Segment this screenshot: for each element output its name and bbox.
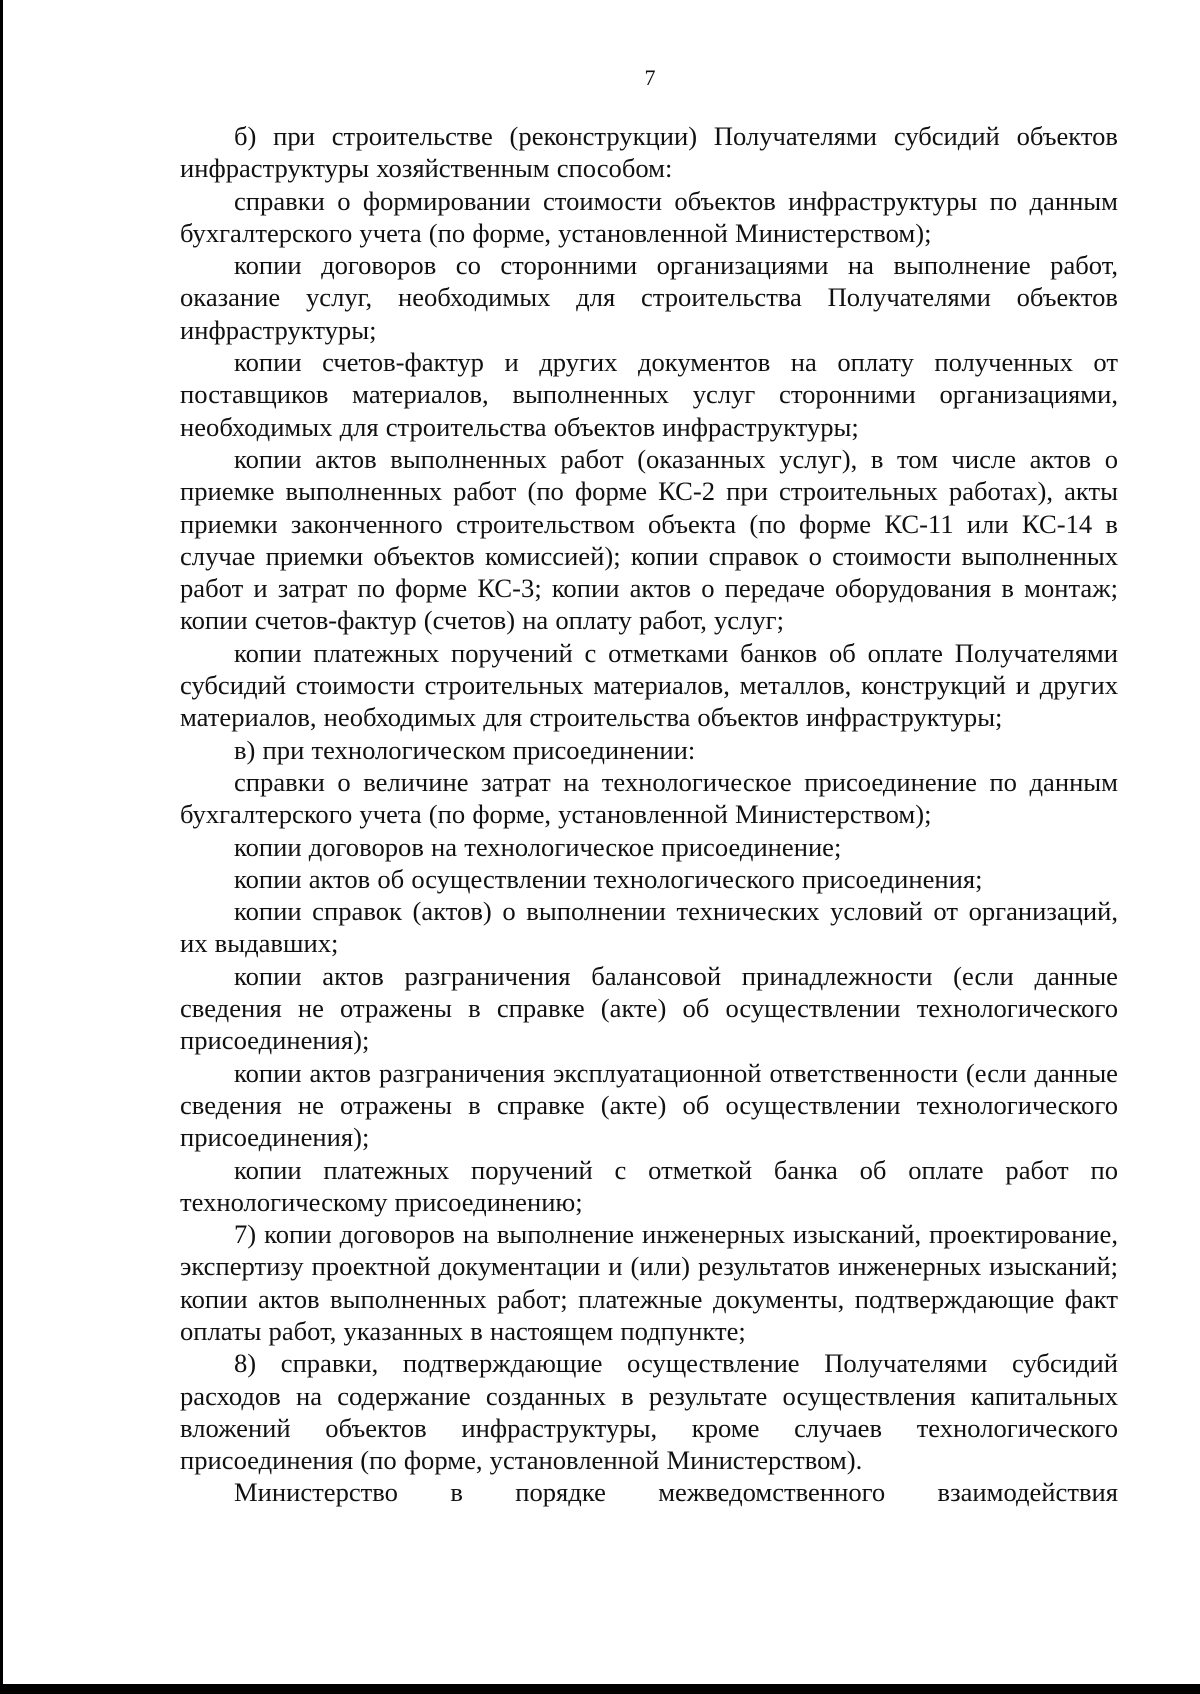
paragraph-payment-orders: копии платежных поручений с отметками банков об оплате Получателями субсидий стоимости строительных материалов, металлов, конструкций и других материалов, необходимых для строительства объектов инфраструктуры; <box>180 637 1118 733</box>
paragraph-8-maintenance: 8) справки, подтверждающие осуществление Получателями субсидий расходов на содержание созданных в результате осуществления капитальных вложений объектов инфраструктуры, кроме случаев технологического присоединения (по форме, установленной Министерством). <box>180 1348 1118 1476</box>
paragraph-responsibility-acts: копии актов разграничения эксплуатационной ответственности (если данные сведения не отражены в справке (акте) об осуществлении технологического присоединения); <box>180 1057 1118 1153</box>
paragraph-connection-acts: копии актов об осуществлении технологического присоединения; <box>234 863 983 894</box>
scan-left-edge <box>0 0 3 1694</box>
paragraph-technical-conditions: копии справок (актов) о выполнении технических условий от организаций, их выдавших; <box>180 896 1118 959</box>
paragraph-7-engineering: 7) копии договоров на выполнение инженерных изысканий, проектирование, экспертизу проектной документации и (или) результатов инженерных изысканий; копии актов выполненных работ; платежные документы, подтверждающие факт оплаты работ, указанных в настоящем подпункте; <box>180 1219 1118 1346</box>
page-number: 7 <box>644 65 656 90</box>
paragraph-connection-costs: справки о величине затрат на технологическое присоединение по данным бухгалтерского учета (по форме, установленной Министерством); <box>180 766 1118 830</box>
paragraph-balance-acts: копии актов разграничения балансовой принадлежности (если данные сведения не отражены в справке (акте) об осуществлении технологического присоединения); <box>180 960 1118 1056</box>
document-body <box>180 120 1118 1509</box>
paragraph-work-acts: копии актов выполненных работ (оказанных услуг), в том числе актов о приемке выполненных работ (по форме КС-2 при строительных работах), акты приемки законченного строительством объекта (по форме КС-11 или КС-14 в случае приемки объектов комиссией); копии справок о стоимости выполненных работ и затрат по форме КС-3; копии актов о передаче оборудования в монтаж; копии счетов-фактур (счетов) на оплату работ, услуг; <box>180 443 1118 636</box>
paragraph-connection-payments: копии платежных поручений с отметкой банка об оплате работ по технологическому присоединению; <box>180 1154 1118 1217</box>
paragraph-b-construction: б) при строительстве (реконструкции) Получателями субсидий объектов инфраструктуры хозяйственным способом: <box>180 121 1118 184</box>
paragraph-connection-contracts: копии договоров на технологическое присоединение; <box>234 831 842 862</box>
paragraph-ministry-continued: Министерство в порядке межведомственного взаимодействия <box>234 1477 1118 1508</box>
scan-bottom-edge <box>0 1684 1200 1694</box>
paragraph-invoice-copies: копии счетов-фактур и других документов на оплату полученных от поставщиков материалов, выполненных услуг сторонними организациями, необходимых для строительства объектов инфраструктуры; <box>180 347 1118 442</box>
paragraph-cost-certificates: справки о формировании стоимости объектов инфраструктуры по данным бухгалтерского учета (по форме, установленной Министерством); <box>180 185 1118 248</box>
paragraph-v-tech-connection: в) при технологическом присоединении: <box>234 734 696 765</box>
paragraph-contract-copies: копии договоров со сторонними организациями на выполнение работ, оказание услуг, необходимых для строительства Получателями объектов инфраструктуры; <box>180 250 1118 345</box>
